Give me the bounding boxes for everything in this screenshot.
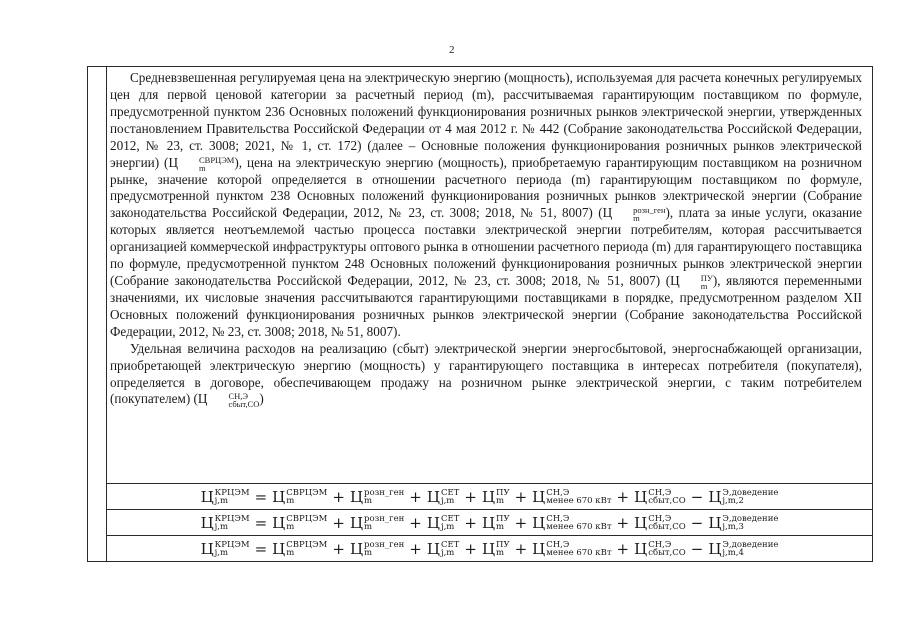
formula-subscript: m (496, 547, 505, 558)
formula-term-t7 (708, 488, 778, 506)
formula-superscript: СН,Э (546, 513, 570, 524)
price-symbol: Ц (532, 487, 546, 506)
formula-term-t2 (350, 488, 404, 506)
formula-subscript: j,m (440, 495, 455, 506)
operator-plus: + (332, 513, 345, 532)
price-symbol: Ц (349, 513, 364, 532)
formula-subscript: j,m (214, 547, 229, 558)
formula-term-t6 (634, 540, 686, 558)
paragraph-1-text-c: ), плата за иные услуги, оказание которых является неотъемлемой частью процесса поставки электрической энергии потребителям, которая рассчитывается организацией коммерческой инфраструктуры оптового рынка в отношении расчетного периода (m) для гарантирующего поставщика по формуле, предусмотренной пунктом 248 Основных положений функционирования розничных рынков электрической энергии (Собрание законодательства Российской Федерации, 2012, № 23, ст. 3008; 2018, № 51, 8007) ( (110, 205, 863, 288)
price-symbol: Ц (708, 487, 722, 506)
formula-superscript: КРЦЭМ (214, 539, 250, 550)
formula-subscript: m (364, 521, 373, 532)
table-text-cell (110, 70, 862, 408)
formula-term-t2 (350, 514, 404, 532)
formula-superscript: СЕТ (440, 513, 460, 524)
formula-subscript: m (496, 521, 505, 532)
formula-subscript: m (364, 495, 373, 506)
formula-subscript: сбыт,СО (648, 547, 686, 558)
operator-eq: = (254, 513, 268, 532)
price-symbol: Ц (708, 513, 722, 532)
price-symbol: Ц (426, 539, 440, 558)
paragraph-2-text-a: Удельная величина расходов на реализацию (сбыт) электрической энергии энергосбытовой, энергоснабжающей организации, приобретающей электрическую энергию (мощность) у гарантирующего поставщика в интересах потребителя (покупателя), определяется в договоре, обеспечивающем продажу на розничном рынке электрической энергии, с таким потребителем (покупателем) ( (110, 340, 862, 407)
price-symbol: Ц (481, 539, 496, 558)
formula-superscript: Э,доведение (722, 513, 779, 524)
formula-subscript: m (286, 521, 295, 532)
operator-plus: + (409, 539, 422, 558)
formula-row-3 (106, 535, 873, 561)
price-symbol: Ц (426, 513, 440, 532)
formula-subscript: менее 670 кВт (546, 547, 612, 558)
formula-subscript: j,m (440, 521, 455, 532)
operator-plus: + (616, 513, 630, 532)
formula-term-t1 (272, 488, 327, 506)
formula-superscript: СН,Э (648, 513, 672, 524)
price-symbol: Ц (200, 513, 214, 532)
formula-superscript: Э,доведение (722, 487, 779, 498)
paragraph-1-text-b: ), цена на электрическую энергию (мощность), приобретаемую гарантирующим поставщиком на розничном рынке, значение которой определяется в отношении расчетного периода (m) гарантирующим поставщиком по формуле, предусмотренной пунктом 238 Основных положений функционирования розничных рынков электрической энергии (Собрание законодательства Российской Федерации, 2012, № 23, ст. 3008; 2018, № 51, 8007) ( (110, 154, 862, 221)
operator-eq: = (254, 539, 268, 558)
price-symbol: Ц (634, 539, 648, 558)
formula-superscript: СЕТ (440, 539, 460, 550)
formula-term-t5 (532, 540, 611, 558)
price-symbol: Ц (349, 539, 364, 558)
paragraph-1-text-a: Средневзвешенная регулируемая цена на электрическую энергию (мощность), используемая для расчета конечных регулируемых цен для первой ценовой категории за расчетный период (m), рассчитываемая гарантирующим поставщиком по формуле, предусмотренной пунктом 236 Основных положений функционирования розничных рынков электрической энергии, утвержденных постановлением Правительства Российской Федерации от 4 мая 2012 г. № 442 (Собрание законодательства Российской Федерации, 2012, № 23, ст. 3008; 2021, № 1, ст. 172) (далее – Основные положения функционирования розничных рынков электрической энергии) ( (110, 70, 862, 170)
formula-superscript: розн_ген (364, 539, 405, 550)
operator-plus: + (616, 539, 630, 558)
formula-term-lhs (201, 540, 250, 558)
operator-plus: + (464, 513, 477, 532)
formula-term-t7 (708, 540, 778, 558)
operator-plus: + (332, 539, 345, 558)
formula-superscript: КРЦЭМ (214, 487, 250, 498)
formula-superscript: розн_ген (364, 513, 405, 524)
formula-subscript: j,m,4 (722, 547, 744, 558)
formula-superscript: розн_ген (364, 487, 405, 498)
price-symbol: Ц (272, 487, 286, 506)
operator-plus: + (616, 487, 630, 506)
formula-term-t5 (532, 514, 611, 532)
formula-subscript: менее 670 кВт (546, 521, 612, 532)
formula-subscript: m (364, 547, 373, 558)
operator-plus: + (332, 487, 345, 506)
symbol-rozn-gen: Ц розн_ген m (602, 205, 666, 224)
formula-superscript: СН,Э (648, 487, 672, 498)
formula-term-t1 (272, 540, 327, 558)
operator-plus: + (514, 513, 528, 532)
symbol-pu: Ц ПУ m (670, 272, 713, 291)
formula-term-t3 (427, 540, 459, 558)
formula-superscript: СН,Э (648, 539, 672, 550)
formula-term-t4 (482, 488, 510, 506)
price-symbol: Ц (634, 487, 648, 506)
paragraph-1-text-d: ), являются переменными значениями, их числовые значения рассчитываются гарантирующими поставщиками в порядке, предусмотренном разделом XII Основных положений функционирования розничных рынков электрической энергии (Собрание законодательства Российской Федерации, 2012, № 23, ст. 3008; 2018, № 51, 8007). (110, 273, 862, 339)
formula-superscript: ПУ (496, 513, 510, 524)
formula-subscript: j,m (214, 521, 229, 532)
price-symbol: Ц (272, 513, 286, 532)
price-symbol: Ц (634, 513, 648, 532)
formula-superscript: СЕТ (440, 487, 460, 498)
formula-row-2 (106, 509, 873, 535)
operator-plus: + (409, 487, 422, 506)
operator-minus: − (690, 539, 704, 558)
paragraph-1 (110, 70, 862, 341)
symbol-sbyt-so: Ц СН,Э сбыт,СО (197, 391, 260, 410)
operator-minus: − (690, 513, 704, 532)
formula-superscript: СН,Э (546, 487, 570, 498)
formula-term-t3 (427, 514, 459, 532)
paragraph-2-text-b: ) (259, 391, 264, 407)
formula-row-1 (106, 483, 873, 509)
formula-subscript: j,m,3 (722, 521, 744, 532)
formula-subscript: j,m,2 (722, 495, 744, 506)
formula-superscript: СВРЦЭМ (286, 487, 328, 498)
formula-term-t5 (532, 488, 611, 506)
operator-plus: + (464, 487, 477, 506)
formula-term-t4 (482, 514, 510, 532)
formula-subscript: m (286, 495, 295, 506)
formula-term-t7 (708, 514, 778, 532)
formula-subscript: сбыт,СО (648, 495, 686, 506)
formula-superscript: СН,Э (546, 539, 570, 550)
operator-plus: + (514, 539, 528, 558)
formula-subscript: j,m (214, 495, 229, 506)
formula-superscript: ПУ (496, 539, 510, 550)
formula-term-t3 (427, 488, 459, 506)
formula-term-lhs (201, 488, 250, 506)
price-symbol: Ц (532, 513, 546, 532)
formula-term-lhs (201, 514, 250, 532)
operator-eq: = (254, 487, 268, 506)
formula-subscript: j,m (440, 547, 455, 558)
price-symbol: Ц (349, 487, 364, 506)
formula-term-t2 (350, 540, 404, 558)
symbol-svrcem: Ц СВРЦЭМ m (168, 154, 235, 173)
formula-term-t6 (634, 514, 686, 532)
formula-superscript: СВРЦЭМ (286, 539, 328, 550)
formula-term-t6 (634, 488, 686, 506)
formula-subscript: m (286, 547, 295, 558)
price-symbol: Ц (481, 513, 496, 532)
formula-subscript: менее 670 кВт (546, 495, 612, 506)
formula-superscript: СВРЦЭМ (286, 513, 328, 524)
formula-term-t1 (272, 514, 327, 532)
price-symbol: Ц (272, 539, 286, 558)
page-number: 2 (449, 44, 455, 56)
price-symbol: Ц (200, 487, 214, 506)
price-symbol: Ц (708, 539, 722, 558)
formula-subscript: сбыт,СО (648, 521, 686, 532)
operator-plus: + (464, 539, 477, 558)
operator-plus: + (409, 513, 422, 532)
operator-minus: − (690, 487, 704, 506)
operator-plus: + (514, 487, 528, 506)
price-symbol: Ц (532, 539, 546, 558)
price-symbol: Ц (200, 539, 214, 558)
price-symbol: Ц (426, 487, 440, 506)
formula-subscript: m (496, 495, 505, 506)
formula-superscript: Э,доведение (722, 539, 779, 550)
formula-term-t4 (482, 540, 510, 558)
formula-superscript: ПУ (496, 487, 510, 498)
price-symbol: Ц (481, 487, 496, 506)
formula-superscript: КРЦЭМ (214, 513, 250, 524)
paragraph-2 (110, 341, 862, 409)
